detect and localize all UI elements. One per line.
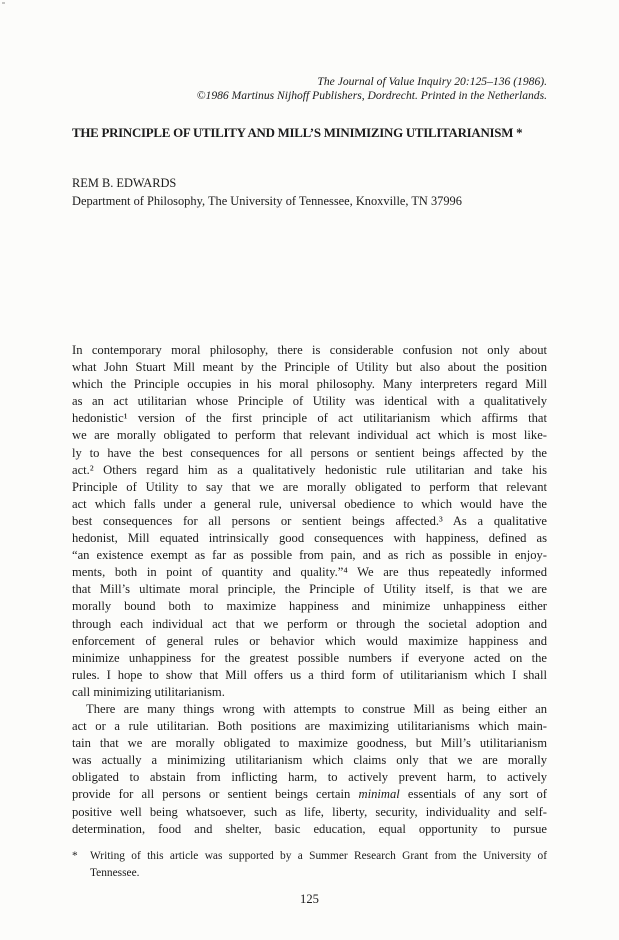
text-line: what John Stuart Mill meant by the Principle of Utility but also about the position [72, 360, 547, 375]
text-line: positive well being whatsoever, such as life, liberty, security, individuality and self- [72, 804, 547, 819]
text-line: that Mill’s ultimate moral principle, the Principle of Utility itself, is that we are [72, 582, 547, 597]
text-line: determination, food and shelter, basic education, equal opportunity to pursue [72, 821, 547, 836]
text-line: call minimizing utilitarianism. [72, 684, 225, 699]
byline-block [72, 174, 547, 210]
text-line: ly to have the best consequences for all persons or sentient beings affected by the [72, 445, 547, 460]
text-line: obligated to abstain from inflicting harm, to actively prevent harm, to actively [72, 770, 547, 785]
paper-title: THE PRINCIPLE OF UTILITY AND MILL’S MINIMIZING UTILITARIANISM * [72, 126, 523, 140]
text-line: act which falls under a general rule, universal obedience to which would have the [72, 496, 547, 511]
text-line: was actually a minimizing utilitarianism which claims only that we are morally [72, 753, 547, 768]
text-line: Principle of Utility to say that we are morally obligated to perform that relevant [72, 479, 547, 494]
text-line: provide for all persons or sentient beings certain minimal essentials of any sort of [72, 787, 547, 802]
footnote [72, 848, 547, 881]
text-line: In contemporary moral philosophy, there is considerable confusion not only about [72, 343, 547, 357]
journal-citation-line: The Journal of Value Inquiry 20:125–136 (1986). [317, 75, 547, 88]
author-name: REM B. EDWARDS [72, 176, 177, 190]
author-affiliation: Department of Philosophy, The University of Tennessee, Knoxville, TN 37996 [72, 194, 462, 208]
text-line: act.² Others regard him as a qualitatively hedonistic rule utilitarian and take his [72, 462, 547, 477]
text-line: which the Principle occupies in his moral philosophy. Many interpreters regard Mill [72, 377, 547, 392]
footnote-text [90, 848, 547, 881]
text-line: best consequences for all persons or sentient beings affected.³ As a qualitative [72, 513, 547, 528]
text-line: morally bound both to maximize happiness and minimize unhappiness either [72, 599, 547, 614]
text-line: hedonist, Mill equated intrinsically good consequences with happiness, defined as [72, 531, 547, 546]
text-line: “an existence exempt as far as possible from pain, and as rich as possible in enjoy- [72, 548, 547, 563]
copyright-line: ©1986 Martinus Nijhoff Publishers, Dordrecht. Printed in the Netherlands. [196, 89, 547, 102]
journal-header [72, 75, 547, 103]
text-line: act or a rule utilitarian. Both positions are maximizing utilitarianisms which main- [72, 719, 547, 734]
text-line: tain that we are morally obligated to maximize goodness, but Mill’s utilitarianism [72, 736, 547, 751]
text-line: we are morally obligated to perform that relevant individual act which is most like- [72, 428, 547, 443]
text-line: hedonistic¹ version of the first principle of act utilitarianism which affirms that [72, 411, 547, 426]
page-number: 125 [300, 892, 319, 906]
text-line: through each individual act that we perform or through the societal adoption and [72, 616, 547, 631]
text-line: Tennessee. [90, 866, 140, 879]
text-line: minimize unhappiness for the greatest possible numbers if everyone acted on the [72, 650, 547, 665]
text-line: rules. I hope to show that Mill offers us a third form of utilitarianism which I shall [72, 667, 547, 682]
text-line: There are many things wrong with attempts to construe Mill as being either an [86, 701, 547, 716]
text-line: as an act utilitarian whose Principle of Utility was identical with a qualitatively [72, 394, 547, 409]
text-line: enforcement of general rules or behavior which would maximize happiness and [72, 633, 547, 648]
footnote-marker: * [72, 850, 78, 862]
text-line: Writing of this article was supported by a Summer Research Grant from the University of [90, 850, 547, 862]
text-line: ments, both in point of quantity and quality.”⁴ We are thus repeatedly informed [72, 565, 547, 580]
scan-artifact [2, 2, 5, 4]
article-body [72, 342, 547, 838]
